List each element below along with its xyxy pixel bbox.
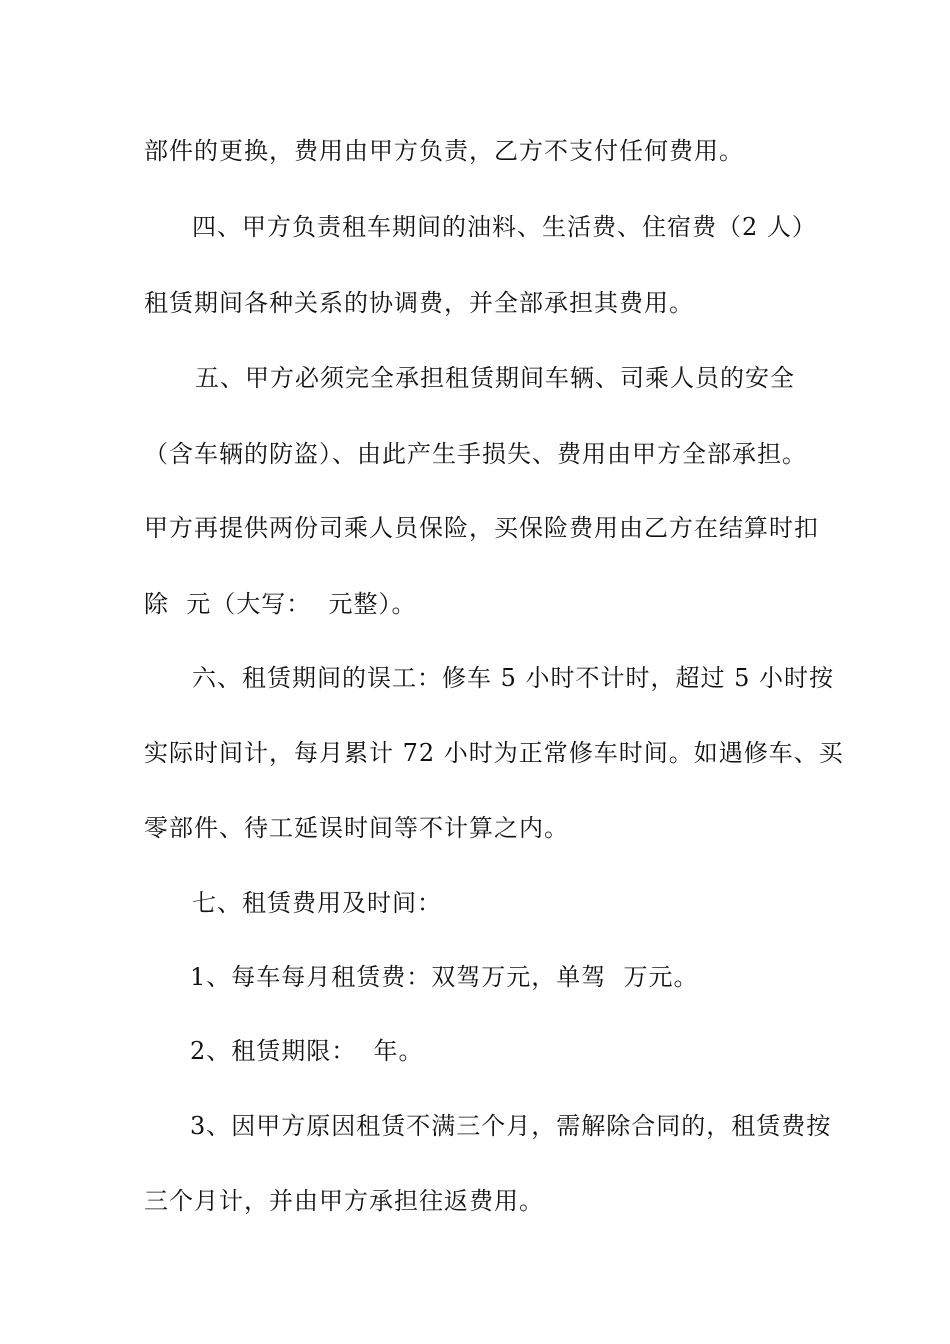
paragraph-line: （含车辆的防盗）、由此产生手损失、费用由甲方全部承担。 — [144, 440, 807, 468]
paragraph-line: 3、因甲方原因租赁不满三个月，需解除合同的，租赁费按 — [190, 1112, 832, 1140]
paragraph-line: 零部件、待工延误时间等不计算之内。 — [144, 814, 569, 842]
paragraph-line: 租赁期间各种关系的协调费，并全部承担其费用。 — [144, 289, 694, 317]
paragraph-line: 六、租赁期间的误工：修车 5 小时不计时，超过 5 小时按 — [192, 664, 835, 692]
paragraph-line: 2、租赁期限： 年。 — [190, 1037, 424, 1065]
paragraph-line: 四、甲方负责租车期间的油料、生活费、住宿费（2 人） — [192, 213, 817, 241]
paragraph-line: 七、租赁费用及时间： — [192, 889, 442, 917]
paragraph-line: 三个月计，并由甲方承担往返费用。 — [144, 1187, 544, 1215]
paragraph-line: 部件的更换，费用由甲方负责，乙方不支付任何费用。 — [144, 137, 744, 165]
paragraph-line: 除 元（大写： 元整）。 — [144, 590, 417, 618]
paragraph-line: 五、甲方必须完全承担租赁期间车辆、司乘人员的安全 — [195, 364, 795, 392]
paragraph-line: 甲方再提供两份司乘人员保险，买保险费用由乙方在结算时扣 — [144, 514, 819, 542]
paragraph-line: 1、每车每月租赁费：双驾万元，单驾 万元。 — [190, 963, 699, 991]
paragraph-line: 实际时间计，每月累计 72 小时为正常修车时间。如遇修车、买 — [144, 739, 844, 767]
